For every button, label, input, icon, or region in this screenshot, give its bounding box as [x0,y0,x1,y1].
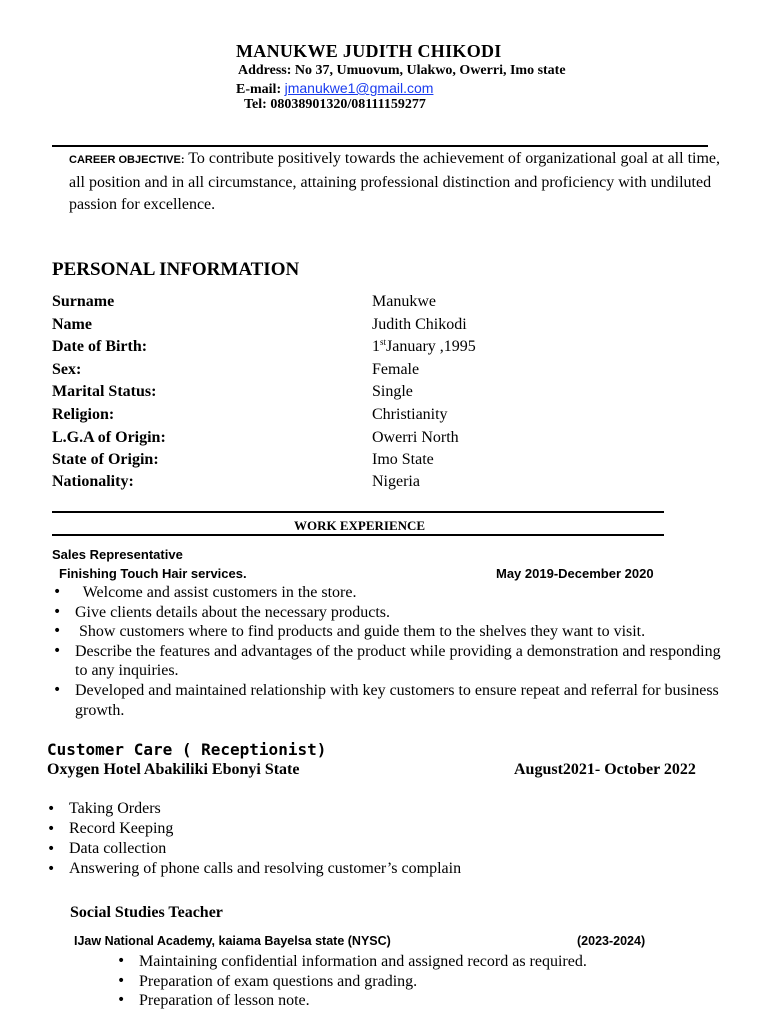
header-divider [52,145,708,147]
job-duties-list [139,952,739,1011]
address: Address: No 37, Umuovum, Ulakwo, Owerri, Imo state [238,63,566,78]
personal-row [52,316,612,338]
career-objective [69,148,729,217]
dob-rest: January ,1995 [386,338,476,355]
email-label: E-mail: [236,82,285,97]
dob-day: 1 [372,338,380,355]
list-item: • Answering of phone calls and resolving customer’s complain [69,859,719,879]
field-label: Name [52,316,92,333]
personal-info-heading: PERSONAL INFORMATION [52,259,300,280]
list-item: • Describe the features and advantages of the product while providing a demonstration and responding to any inquiries. [75,642,723,681]
field-value: Single [372,383,413,400]
field-label: L.G.A of Origin: [52,429,166,446]
personal-row [52,361,612,383]
field-label: Nationality: [52,473,134,490]
list-item: • Record Keeping [69,819,719,839]
job-duties-list [69,799,719,879]
list-item: • Show customers where to find products and guide them to the shelves they want to visit. [75,622,723,642]
job-role: Social Studies Teacher [70,904,223,921]
email-link[interactable]: jmanukwe1@gmail.com [284,80,434,96]
dob-ordinal: st [380,337,387,347]
job-employer: Finishing Touch Hair services. [59,566,247,581]
job-role: Sales Representative [52,547,183,562]
field-value: Nigeria [372,473,420,490]
field-value: Manukwe [372,293,436,310]
field-value: Female [372,361,420,378]
objective-text: To contribute positively towards the achievement of organizational goal at all time, all position and in all circumstance, attaining professional distinction and proficiency with undiluted passion for excellence. [69,150,720,213]
list-item: • Taking Orders [69,799,719,819]
field-value: Judith Chikodi [372,316,467,333]
personal-row [52,383,612,405]
field-value: Christianity [372,406,448,423]
field-label: Sex: [52,361,82,378]
list-item: • Preparation of lesson note. [139,991,739,1011]
personal-row [52,473,612,495]
personal-row [52,451,612,473]
job-dates: (2023-2024) [577,934,646,948]
field-value [372,338,476,356]
field-value: Owerri North [372,429,459,446]
personal-row [52,293,612,315]
personal-row [52,338,612,360]
field-label: Date of Birth: [52,338,148,355]
list-item: • Data collection [69,839,719,859]
list-item: • Maintaining confidential information and assigned record as required. [139,952,739,972]
field-label: State of Origin: [52,451,159,468]
field-label: Religion: [52,406,115,423]
telephone: Tel: 08038901320/08111159277 [244,97,426,112]
personal-row [52,406,612,428]
objective-label: CAREER OBJECTIVE: [69,154,185,166]
work-divider-bottom [52,534,664,536]
field-label: Marital Status: [52,383,157,400]
list-item: • Developed and maintained relationship with key customers to ensure repeat and referral for business growth. [75,681,723,720]
job-duties-list [75,583,723,720]
work-experience-heading: WORK EXPERIENCE [294,518,426,533]
list-item: • Preparation of exam questions and grading. [139,972,739,992]
personal-row [52,429,612,451]
candidate-name: MANUKWE JUDITH CHIKODI [236,41,502,61]
list-item: • Welcome and assist customers in the store. [75,583,723,603]
job-dates: August2021- October 2022 [514,761,696,778]
job-role: Customer Care ( Receptionist) [47,740,327,759]
work-divider-top [52,511,664,513]
field-label: Surname [52,293,115,310]
email-line [236,80,433,98]
list-item: • Give clients details about the necessary products. [75,603,723,623]
job-employer: Oxygen Hotel Abakiliki Ebonyi State [47,761,300,778]
job-employer: IJaw National Academy, kaiama Bayelsa state (NYSC) [74,934,391,948]
field-value: Imo State [372,451,434,468]
job-dates: May 2019-December 2020 [496,566,654,581]
